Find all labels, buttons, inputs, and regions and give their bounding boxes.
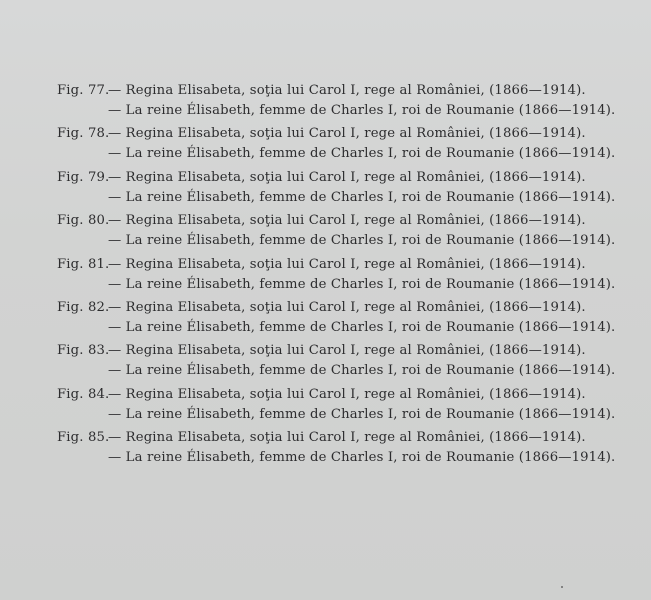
caption-french-line: — La reine Élisabeth, femme de Charles I, roi de Roumanie (1866—1914). (108, 406, 616, 422)
figure-caption (57, 169, 637, 212)
figure-number: Fig. 79. (57, 169, 110, 185)
caption-romanian-line (57, 386, 586, 404)
caption-french-line: — La reine Élisabeth, femme de Charles I, roi de Roumanie (1866—1914). (108, 319, 616, 335)
caption-romanian-line (57, 342, 586, 360)
caption-french-line: — La reine Élisabeth, femme de Charles I, roi de Roumanie (1866—1914). (108, 276, 616, 292)
figure-caption (57, 342, 637, 385)
caption-romanian-text: — Regina Elisabeta, soţia lui Carol I, rege al României, (1866—1914). (108, 386, 586, 402)
figure-number: Fig. 78. (57, 126, 110, 142)
figure-caption (57, 125, 637, 168)
caption-romanian-text: — Regina Elisabeta, soţia lui Carol I, rege al României, (1866—1914). (108, 343, 586, 359)
figure-number: Fig. 84. (57, 386, 110, 402)
figure-number: Fig. 80. (57, 213, 110, 229)
figure-number: Fig. 81. (57, 256, 110, 272)
caption-romanian-text: — Regina Elisabeta, soţia lui Carol I, rege al României, (1866—1914). (108, 83, 586, 98)
caption-romanian-text: — Regina Elisabeta, soţia lui Carol I, rege al României, (1866—1914). (108, 213, 586, 229)
figure-caption (57, 299, 637, 342)
figure-caption (57, 429, 637, 472)
figure-number: Fig. 77. (57, 83, 110, 98)
figure-number: Fig. 85. (57, 430, 110, 446)
caption-french-line: — La reine Élisabeth, femme de Charles I, roi de Roumanie (1866—1914). (108, 103, 616, 118)
caption-romanian-line (57, 169, 586, 187)
caption-romanian-text: — Regina Elisabeta, soţia lui Carol I, rege al României, (1866—1914). (108, 126, 586, 142)
caption-romanian-text: — Regina Elisabeta, soţia lui Carol I, rege al României, (1866—1914). (108, 299, 586, 315)
caption-french-line: — La reine Élisabeth, femme de Charles I, roi de Roumanie (1866—1914). (108, 189, 616, 205)
figure-caption (57, 256, 637, 299)
paper-speck (561, 586, 563, 588)
figure-caption (57, 82, 637, 125)
caption-french-line: — La reine Élisabeth, femme de Charles I, roi de Roumanie (1866—1914). (108, 233, 616, 249)
caption-romanian-line (57, 212, 586, 230)
caption-romanian-text: — Regina Elisabeta, soţia lui Carol I, rege al României, (1866—1914). (108, 169, 586, 185)
figure-caption (57, 386, 637, 429)
caption-romanian-line (57, 82, 586, 100)
figure-number: Fig. 82. (57, 299, 110, 315)
caption-romanian-line (57, 256, 586, 274)
caption-romanian-line (57, 299, 586, 317)
caption-french-line: — La reine Élisabeth, femme de Charles I, roi de Roumanie (1866—1914). (108, 146, 616, 162)
caption-french-line: — La reine Élisabeth, femme de Charles I, roi de Roumanie (1866—1914). (108, 450, 616, 466)
figure-caption (57, 212, 637, 255)
figure-number: Fig. 83. (57, 343, 110, 359)
caption-french-line: — La reine Élisabeth, femme de Charles I, roi de Roumanie (1866—1914). (108, 363, 616, 379)
caption-romanian-line (57, 125, 586, 143)
caption-romanian-line (57, 429, 586, 447)
caption-romanian-text: — Regina Elisabeta, soţia lui Carol I, rege al României, (1866—1914). (108, 256, 586, 272)
figure-caption-list (57, 82, 637, 473)
caption-romanian-text: — Regina Elisabeta, soţia lui Carol I, rege al României, (1866—1914). (108, 430, 586, 446)
